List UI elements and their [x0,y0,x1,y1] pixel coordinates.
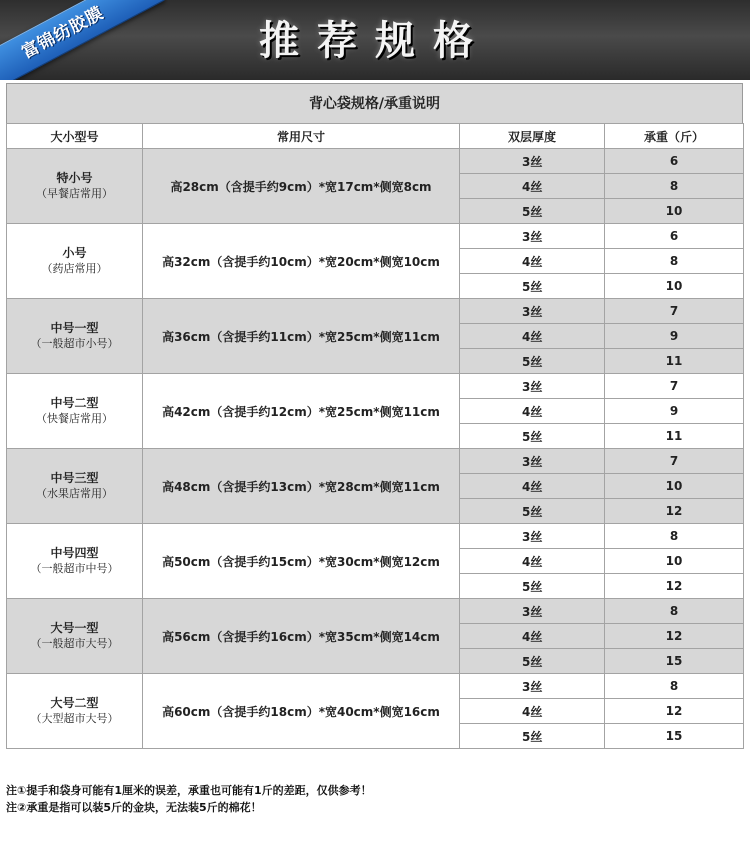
model-name: 中号二型 [50,396,99,410]
load-cell: 9 [605,324,744,349]
page-title: 推荐规格 [259,18,491,64]
thickness-cell: 5丝 [460,199,605,224]
load-cell: 15 [605,649,744,674]
model-cell [7,599,143,674]
model-cell [7,224,143,299]
thickness-cell: 4丝 [460,474,605,499]
load-cell: 7 [605,299,744,324]
size-cell: 高48cm（含提手约13cm）*宽28cm*侧宽11cm [143,449,460,524]
thickness-cell: 5丝 [460,724,605,749]
load-cell: 10 [605,549,744,574]
brand-ribbon: 富锦纺胶膜 [0,0,165,80]
size-cell: 高56cm（含提手约16cm）*宽35cm*侧宽14cm [143,599,460,674]
load-cell: 11 [605,424,744,449]
model-use: （一般超市小号） [30,337,119,350]
model-name: 中号四型 [50,546,99,560]
load-cell: 6 [605,224,744,249]
thickness-cell: 4丝 [460,399,605,424]
table-row [7,224,744,249]
thickness-cell: 4丝 [460,249,605,274]
load-cell: 15 [605,724,744,749]
thickness-cell: 4丝 [460,174,605,199]
column-header-thickness: 双层厚度 [460,124,605,149]
thickness-cell: 3丝 [460,374,605,399]
model-name: 中号一型 [50,321,99,335]
thickness-cell: 4丝 [460,324,605,349]
header-banner [0,0,750,80]
load-cell: 8 [605,599,744,624]
table-row [7,299,744,324]
load-cell: 8 [605,524,744,549]
model-use: （大型超市大号） [30,712,119,725]
model-cell [7,674,143,749]
thickness-cell: 5丝 [460,499,605,524]
load-cell: 8 [605,674,744,699]
thickness-cell: 4丝 [460,699,605,724]
notes [6,782,743,816]
load-cell: 12 [605,699,744,724]
model-name: 大号二型 [50,696,99,710]
thickness-cell: 5丝 [460,349,605,374]
load-cell: 9 [605,399,744,424]
table-row [7,374,744,399]
column-header-size: 常用尺寸 [143,124,460,149]
model-use: （药店常用） [41,262,108,275]
table-header-row [7,124,744,149]
table-row [7,599,744,624]
model-cell [7,374,143,449]
model-cell [7,149,143,224]
table-row [7,674,744,699]
load-cell: 12 [605,499,744,524]
table-row [7,149,744,174]
load-cell: 11 [605,349,744,374]
model-name: 特小号 [56,171,93,185]
model-use: （快餐店常用） [36,412,113,425]
model-name: 小号 [62,246,87,260]
model-use: （早餐店常用） [36,187,113,200]
model-cell [7,524,143,599]
thickness-cell: 3丝 [460,149,605,174]
table-caption: 背心袋规格/承重说明 [6,83,743,123]
size-cell: 高32cm（含提手约10cm）*宽20cm*侧宽10cm [143,224,460,299]
thickness-cell: 4丝 [460,624,605,649]
column-header-load: 承重（斤） [605,124,744,149]
load-cell: 7 [605,374,744,399]
load-cell: 8 [605,174,744,199]
model-name: 中号三型 [50,471,99,485]
spec-table [6,123,744,749]
load-cell: 8 [605,249,744,274]
note-1: 注①提手和袋身可能有1厘米的误差，承重也可能有1斤的差距，仅供参考！ [6,784,372,797]
model-name: 大号一型 [50,621,99,635]
load-cell: 10 [605,274,744,299]
thickness-cell: 3丝 [460,524,605,549]
thickness-cell: 4丝 [460,549,605,574]
table-body [7,149,744,749]
load-cell: 10 [605,199,744,224]
table-row [7,524,744,549]
model-use: （一般超市中号） [30,562,119,575]
size-cell: 高28cm（含提手约9cm）*宽17cm*侧宽8cm [143,149,460,224]
size-cell: 高60cm（含提手约18cm）*宽40cm*侧宽16cm [143,674,460,749]
thickness-cell: 5丝 [460,274,605,299]
model-cell [7,299,143,374]
thickness-cell: 3丝 [460,674,605,699]
model-cell [7,449,143,524]
thickness-cell: 3丝 [460,224,605,249]
size-cell: 高36cm（含提手约11cm）*宽25cm*侧宽11cm [143,299,460,374]
load-cell: 10 [605,474,744,499]
model-use: （一般超市大号） [30,637,119,650]
size-cell: 高50cm（含提手约15cm）*宽30cm*侧宽12cm [143,524,460,599]
model-use: （水果店常用） [36,487,113,500]
thickness-cell: 5丝 [460,574,605,599]
note-2: 注②承重是指可以装5斤的金块，无法装5斤的棉花！ [6,801,262,814]
load-cell: 7 [605,449,744,474]
thickness-cell: 3丝 [460,599,605,624]
load-cell: 12 [605,574,744,599]
thickness-cell: 5丝 [460,424,605,449]
column-header-model: 大小型号 [7,124,143,149]
thickness-cell: 3丝 [460,449,605,474]
load-cell: 6 [605,149,744,174]
size-cell: 高42cm（含提手约12cm）*宽25cm*侧宽11cm [143,374,460,449]
spec-table-container [6,83,743,749]
thickness-cell: 5丝 [460,649,605,674]
table-row [7,449,744,474]
load-cell: 12 [605,624,744,649]
thickness-cell: 3丝 [460,299,605,324]
